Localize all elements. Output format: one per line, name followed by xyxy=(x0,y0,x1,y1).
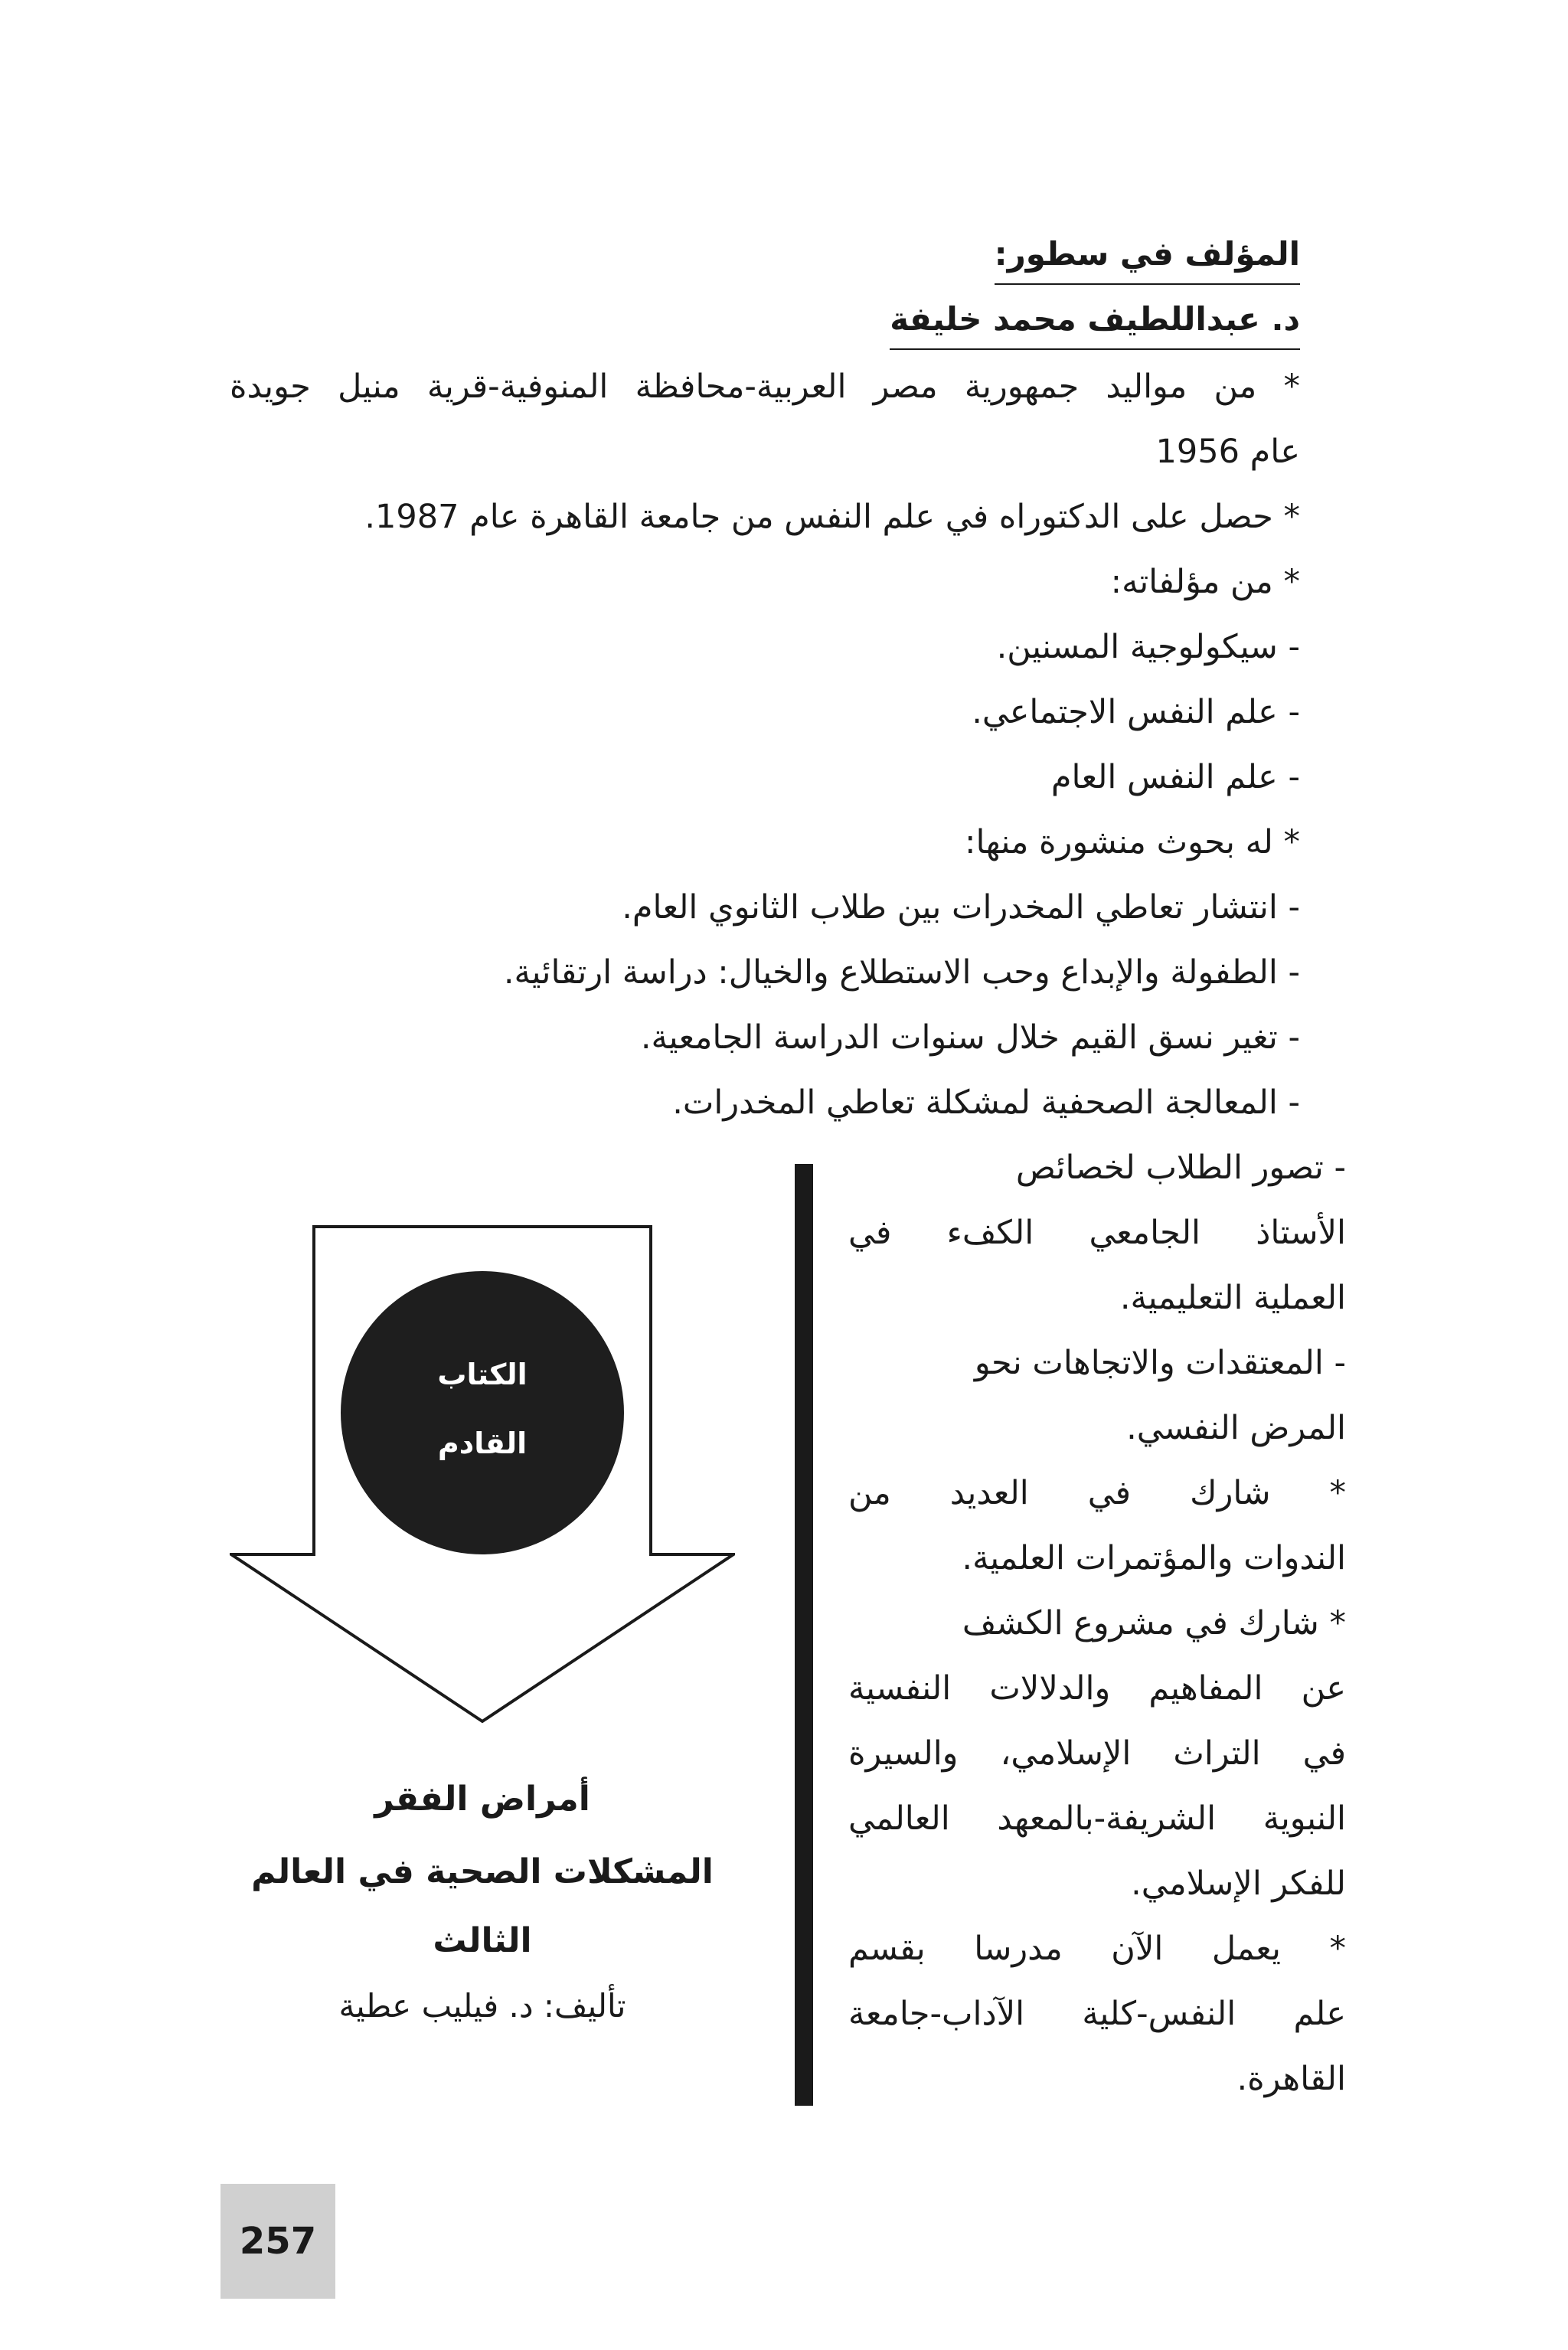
page-number: 257 xyxy=(239,2220,317,2263)
bio-work-item: - علم النفس العام xyxy=(1050,758,1300,796)
author-name: د. عبداللطيف محمد خليفة xyxy=(890,295,1300,350)
bio-research-item: - الطفولة والإبداع وحب الاستطلاع والخيال: دراسة ارتقائية. xyxy=(503,953,1300,992)
next-book-title: أمراض الفقر xyxy=(374,1780,590,1819)
bio-column-line: * يعمل الآن مدرسا بقسم xyxy=(848,1930,1346,1968)
bio-phd: * حصل على الدكتوراه في علم النفس من جامعة القاهرة عام 1987. xyxy=(364,498,1300,536)
next-book-subtitle-2: الثالث xyxy=(433,1921,532,1960)
next-book-subtitle-1: المشكلات الصحية في العالم xyxy=(251,1852,714,1891)
bio-column-line: - المعتقدات والاتجاهات نحو xyxy=(974,1344,1346,1382)
bio-column-line: - تصور الطلاب لخصائص xyxy=(1015,1149,1346,1187)
next-book-arrow xyxy=(230,1225,735,1746)
bio-column-line: المرض النفسي. xyxy=(1126,1409,1346,1447)
bio-research-item: - تغير نسق القيم خلال سنوات الدراسة الجامعية. xyxy=(640,1018,1300,1057)
bio-works-intro: * من مؤلفاته: xyxy=(1110,563,1300,601)
next-book-badge xyxy=(341,1340,624,1478)
bio-column-line: في التراث الإسلامي، والسيرة xyxy=(848,1734,1346,1773)
bio-column-line: للفكر الإسلامي. xyxy=(1131,1865,1346,1903)
down-arrow-icon xyxy=(230,1225,735,1746)
bio-birth-line-2: عام 1956 xyxy=(1155,433,1300,471)
bio-birth-line-1: * من مواليد جمهورية مصر العربية-محافظة المنوفية-قرية منيل جويدة xyxy=(230,368,1300,406)
bio-column-line: العملية التعليمية. xyxy=(1119,1279,1346,1317)
bio-column-line: النبوية الشريفة-بالمعهد العالمي xyxy=(848,1799,1346,1838)
bio-column-line: الأستاذ الجامعي الكفء في xyxy=(848,1214,1346,1252)
bio-research-item: - المعالجة الصحفية لمشكلة تعاطي المخدرات. xyxy=(672,1083,1300,1122)
bio-research-item: - انتشار تعاطي المخدرات بين طلاب الثانوي العام. xyxy=(622,888,1300,927)
bio-work-item: - علم النفس الاجتماعي. xyxy=(972,693,1300,731)
bio-column-line: عن المفاهيم والدلالات النفسية xyxy=(848,1669,1346,1708)
bio-column-line: علم النفس-كلية الآداب-جامعة xyxy=(848,1995,1346,2033)
next-book-author: تأليف: د. فيليب عطية xyxy=(338,1987,626,2025)
bio-column-line: * شارك في مشروع الكشف xyxy=(962,1604,1346,1642)
badge-line-1: الكتاب xyxy=(437,1358,528,1391)
bio-column-line: الندوات والمؤتمرات العلمية. xyxy=(962,1539,1346,1577)
page-number-box xyxy=(220,2184,335,2299)
bio-column-line: القاهرة. xyxy=(1236,2060,1346,2098)
section-heading: المؤلف في سطور: xyxy=(995,230,1300,285)
badge-line-2: القادم xyxy=(437,1427,528,1460)
bio-research-intro: * له بحوث منشورة منها: xyxy=(964,823,1300,861)
bio-work-item: - سيكولوجية المسنين. xyxy=(996,628,1300,666)
column-divider xyxy=(795,1164,813,2106)
bio-column-line: * شارك في العديد من xyxy=(848,1474,1346,1512)
